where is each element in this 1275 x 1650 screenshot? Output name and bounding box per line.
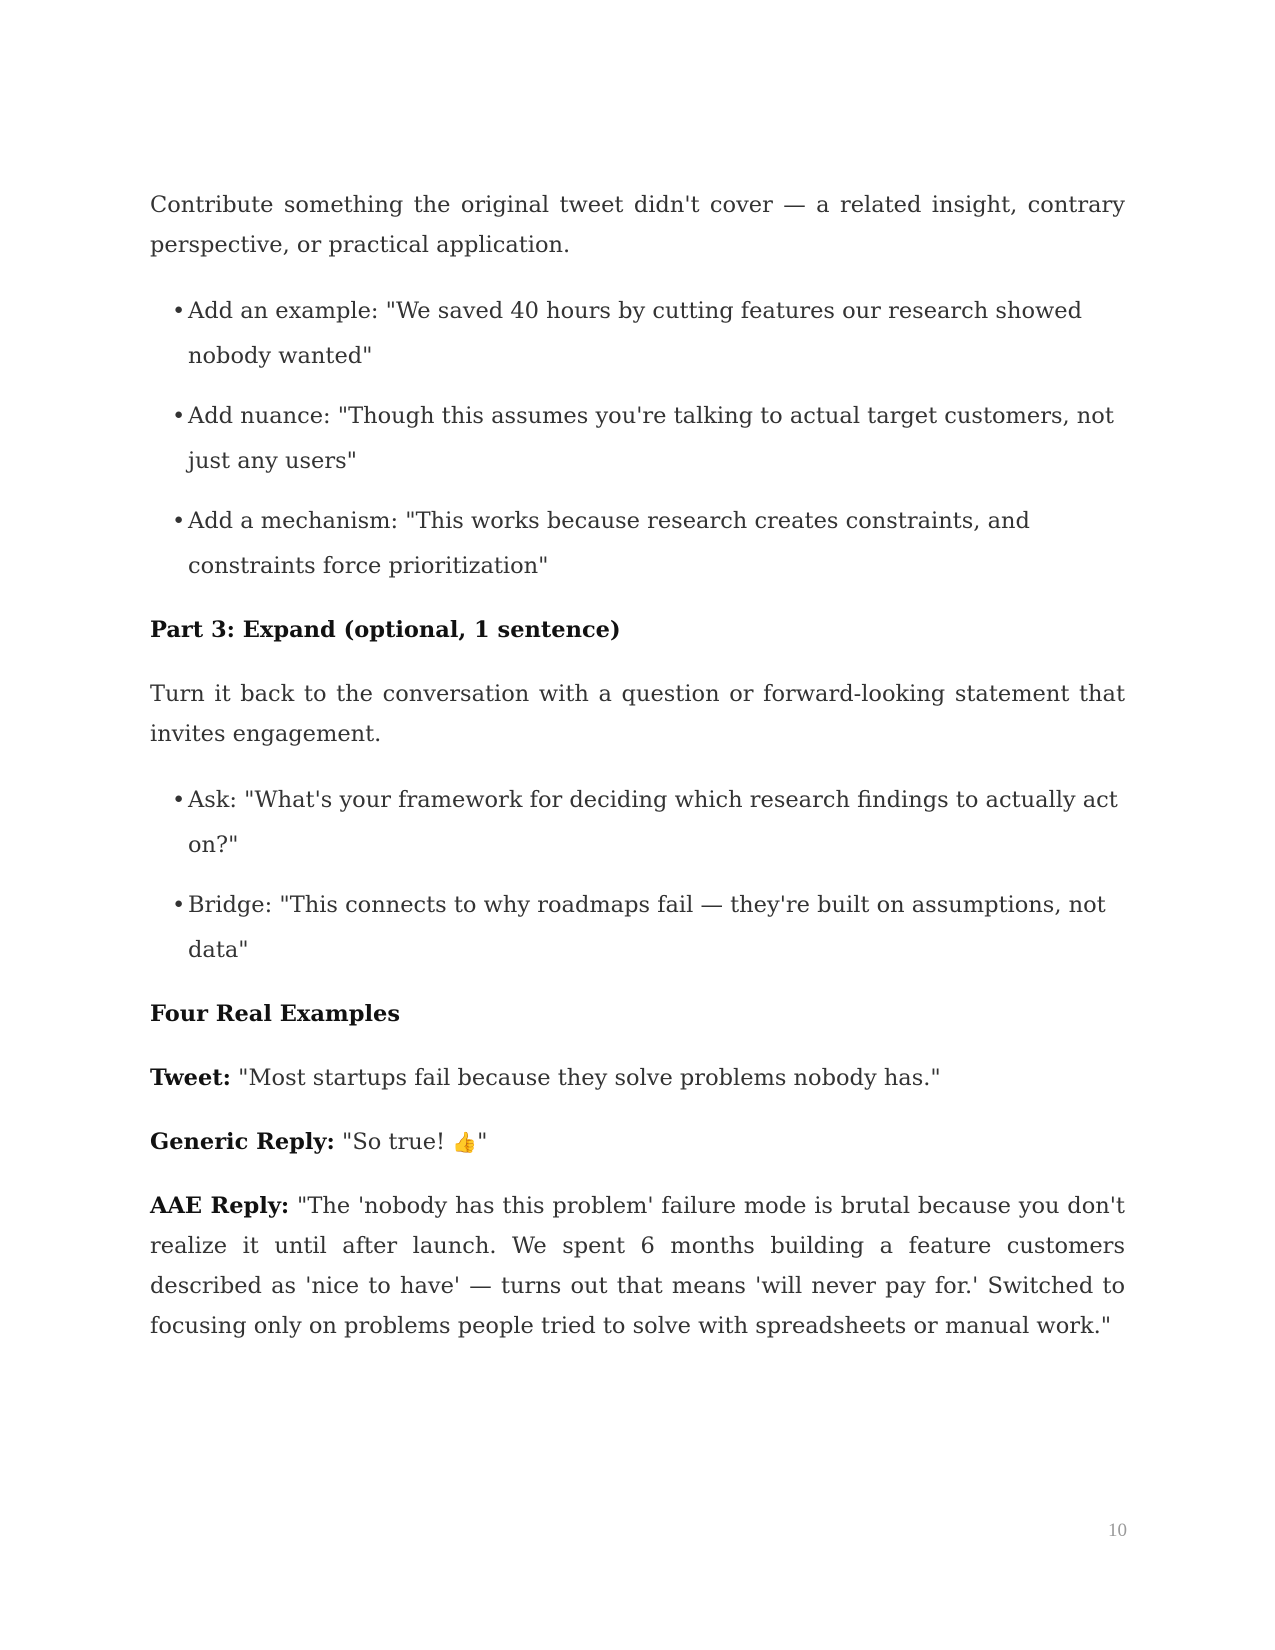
list-item [150, 883, 1125, 973]
bullet-icon: • [172, 298, 186, 324]
list-item-text: Add a mechanism: "This works because research creates constraints, and constraints force prioritization" [188, 508, 1030, 579]
examples-heading: Four Real Examples [150, 1001, 400, 1027]
tweet-label: Tweet: [150, 1065, 231, 1091]
list-item-text: Ask: "What's your framework for deciding which research findings to actually act on?" [188, 787, 1118, 858]
list-item-text: Add an example: "We saved 40 hours by cutting features our research showed nobody wanted" [188, 298, 1082, 369]
aae-reply-text: "The 'nobody has this problem' failure mode is brutal because you don't realize it until after launch. We spent 6 months building a feature customers described as 'nice to have' — turns out that means 'will never pay for.' Switched to focusing only on problems people tried to solve with spreadsheets or manual work." [150, 1193, 1125, 1339]
part3-bullet-list [150, 778, 1125, 973]
thumbs-up-icon: 👍 [452, 1130, 478, 1154]
list-item [150, 289, 1125, 379]
part2-bullet-list [150, 289, 1125, 589]
list-item [150, 499, 1125, 589]
document-page [150, 185, 1125, 1346]
list-item-text: Add nuance: "Though this assumes you're talking to actual target customers, not just any users" [188, 403, 1114, 474]
list-item [150, 778, 1125, 868]
generic-reply-label: Generic Reply: [150, 1129, 335, 1155]
generic-reply-text: "So true! [334, 1129, 453, 1155]
list-item [150, 394, 1125, 484]
bullet-icon: • [172, 787, 186, 813]
list-item-text: Bridge: "This connects to why roadmaps fail — they're built on assumptions, not data" [188, 892, 1106, 963]
tweet-text: "Most startups fail because they solve problems nobody has." [230, 1065, 941, 1091]
bullet-icon: • [172, 403, 186, 429]
part3-paragraph: Turn it back to the conversation with a question or forward-looking statement that invites engagement. [150, 681, 1125, 747]
bullet-icon: • [172, 892, 186, 918]
aae-reply-example [150, 1186, 1125, 1346]
generic-reply-text-end: " [477, 1129, 488, 1155]
bullet-icon: • [172, 508, 186, 534]
intro-paragraph: Contribute something the original tweet didn't cover — a related insight, contrary perspective, or practical application. [150, 192, 1125, 258]
page-number: 10 [1108, 1520, 1127, 1541]
tweet-example [150, 1058, 1125, 1098]
aae-reply-label: AAE Reply: [150, 1193, 290, 1219]
generic-reply-example [150, 1122, 1125, 1162]
part3-heading: Part 3: Expand (optional, 1 sentence) [150, 617, 621, 643]
